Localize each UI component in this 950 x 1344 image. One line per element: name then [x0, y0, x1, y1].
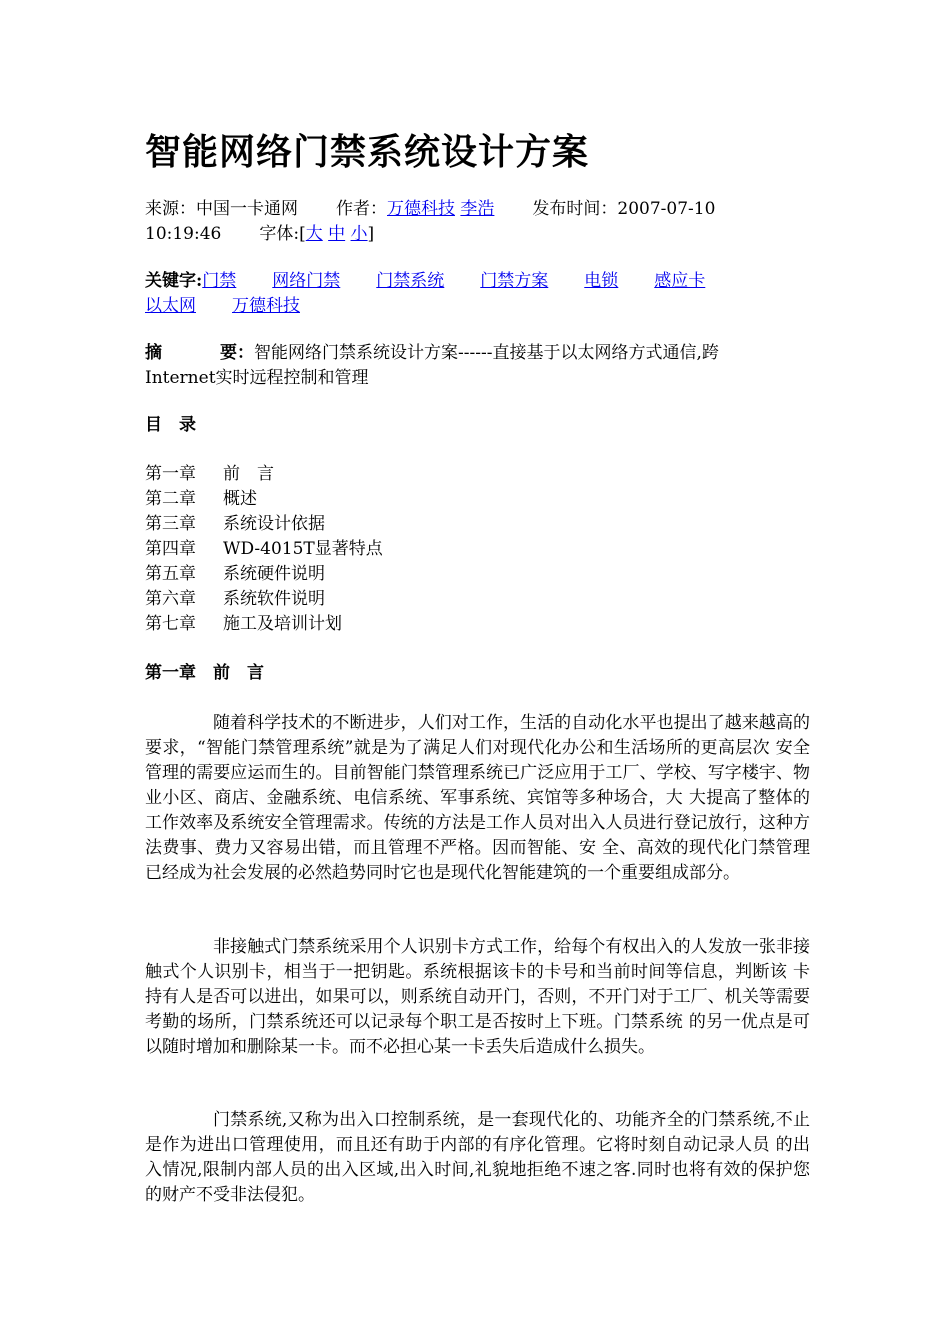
- author-label: 作者：: [336, 199, 387, 219]
- toc-item[interactable]: [145, 612, 342, 637]
- toc-item-number: 第三章: [145, 514, 196, 534]
- toc-item-number: 第七章: [145, 614, 196, 634]
- toc-item-title: 系统设计依据: [223, 514, 325, 534]
- page-title: 智能网络门禁系统设计方案: [145, 131, 590, 173]
- source-label: 来源：: [145, 199, 196, 219]
- toc-item-number: 第六章: [145, 589, 196, 609]
- toc-item-title: 系统硬件说明: [223, 564, 325, 584]
- meta-line-2: [145, 222, 374, 247]
- meta-line-1: [145, 197, 715, 222]
- font-size-label: 字体:[: [259, 224, 306, 244]
- keywords-label: 关键字:: [145, 271, 203, 291]
- toc-item[interactable]: [145, 562, 325, 587]
- toc-item-title: WD-4015T显著特点: [223, 539, 383, 559]
- body-paragraph: 门禁系统,又称为出入口控制系统，是一套现代化的、功能齐全的门禁系统,不止是作为进出口管理使用，而且还有助于内部的有序化管理。它将时刻自动记录人员 的出入情况,限制内部人员的出入区域,出入时间,礼貌地拒绝不速之客.同时也将有效的保护您的财产不受非法侵犯。: [145, 1110, 810, 1205]
- keyword-link[interactable]: 门禁: [202, 271, 237, 291]
- abstract-text-1: 智能网络门禁系统设计方案------直接基于以太网络方式通信,跨: [254, 343, 719, 363]
- body-paragraph: 随着科学技术的不断进步，人们对工作，生活的自动化水平也提出了越来越高的要求，“智能门禁管理系统”就是为了满足人们对现代化办公和生活场所的更高层次 安全管理的需要应运而生的。目前智能门禁管理系统已广泛应用于工厂、学校、写字楼宇、物业小区、商店、金融系统、电信系统、军事系统、宾馆等多种场合，大 大提高了整体的工作效率及系统安全管理需求。传统的方法是工作人员对出入人员进行登记放行，这种方法费事、费力又容易出错，而且管理不严格。因而智能、安 全、高效的现代化门禁管理已经成为社会发展的必然趋势同时它也是现代化智能建筑的一个重要组成部分。: [145, 713, 810, 883]
- body-paragraph: 非接触式门禁系统采用个人识别卡方式工作，给每个有权出入的人发放一张非接触式个人识别卡，相当于一把钥匙。系统根据该卡的卡号和当前时间等信息，判断该 卡持有人是否可以进出，如果可以，则系统自动开门，否则，不开门对于工厂、机关等需要考勤的场所，门禁系统还可以记录每个职工是否按时上下班。门禁系统 的另一优点是可以随时增加和删除某一卡。而不必担心某一卡丢失后造成什么损失。: [145, 937, 810, 1057]
- abstract-label-2: 要：: [220, 343, 254, 363]
- toc-item[interactable]: [145, 512, 325, 537]
- keyword-link[interactable]: 感应卡: [654, 271, 706, 291]
- toc-item-title: 系统软件说明: [223, 589, 325, 609]
- keyword-link[interactable]: 门禁方案: [480, 271, 549, 291]
- toc-item-number: 第二章: [145, 489, 196, 509]
- toc-item[interactable]: [145, 487, 257, 512]
- abstract-label-1: 摘: [145, 343, 162, 363]
- author-link-1[interactable]: 万德科技: [387, 199, 455, 219]
- toc-heading: 目 录: [145, 415, 196, 435]
- date-value: 2007-07-10: [617, 199, 716, 219]
- toc-item[interactable]: [145, 462, 274, 487]
- toc-item-title: 施工及培训计划: [223, 614, 342, 634]
- author-link-2[interactable]: 李浩: [460, 199, 495, 219]
- toc-item-title: 前 言: [223, 464, 274, 484]
- font-size-close: ]: [367, 224, 375, 244]
- font-size-large-link[interactable]: 大: [305, 224, 323, 244]
- keyword-link[interactable]: 网络门禁: [272, 271, 341, 291]
- date-label: 发布时间：: [532, 199, 618, 219]
- chapter-heading: 第一章 前 言: [145, 663, 264, 683]
- keyword-link[interactable]: 万德科技: [232, 296, 300, 316]
- toc-item[interactable]: [145, 587, 325, 612]
- keyword-link[interactable]: 电锁: [584, 271, 619, 291]
- keyword-link[interactable]: 以太网: [145, 296, 196, 316]
- keywords-line-2: [145, 294, 300, 319]
- keyword-link[interactable]: 门禁系统: [376, 271, 445, 291]
- toc-item-title: 概述: [223, 489, 257, 509]
- toc-item-number: 第一章: [145, 464, 196, 484]
- toc-item[interactable]: [145, 537, 383, 562]
- font-size-small-link[interactable]: 小: [350, 224, 368, 244]
- source-value: 中国一卡通网: [196, 199, 298, 219]
- abstract-line-1: [145, 341, 719, 366]
- time-value: 10:19:46: [145, 224, 222, 244]
- toc-item-number: 第五章: [145, 564, 196, 584]
- keywords-line-1: [145, 269, 705, 294]
- toc-item-number: 第四章: [145, 539, 196, 559]
- abstract-line-2: Internet实时远程控制和管理: [145, 368, 369, 388]
- font-size-medium-link[interactable]: 中: [328, 224, 346, 244]
